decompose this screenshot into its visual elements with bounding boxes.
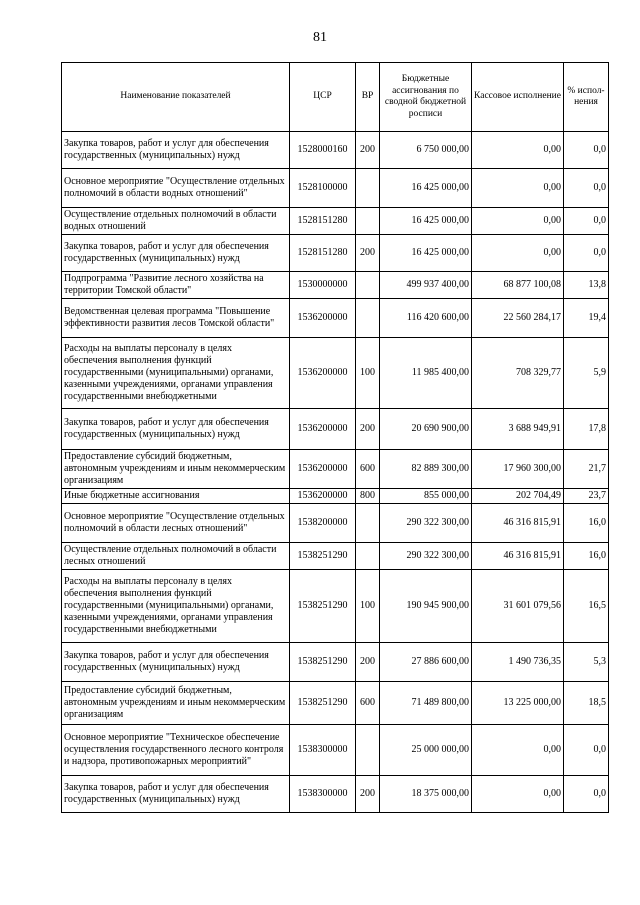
cell-budget: 290 322 300,00: [380, 543, 472, 570]
cell-name: Ведомственная целевая программа "Повышение эффективности развития лесов Томской области": [62, 299, 290, 338]
cell-pct: 16,0: [564, 543, 609, 570]
cell-vr: [356, 208, 380, 235]
cell-cash: 1 490 736,35: [472, 643, 564, 682]
cell-name: Основное мероприятие "Техническое обеспечение осуществления государственного лесного контроля и надзора, противопожарных мероприятий": [62, 725, 290, 776]
table-row: [62, 543, 609, 570]
cell-cash: 22 560 284,17: [472, 299, 564, 338]
header-csr: ЦСР: [290, 63, 356, 132]
cell-csr: 1538300000: [290, 725, 356, 776]
cell-csr: 1536200000: [290, 299, 356, 338]
cell-csr: 1528000160: [290, 132, 356, 169]
table-row: [62, 208, 609, 235]
cell-name: Закупка товаров, работ и услуг для обеспечения государственных (муниципальных) нужд: [62, 776, 290, 813]
cell-cash: 46 316 815,91: [472, 504, 564, 543]
cell-name: Основное мероприятие "Осуществление отдельных полномочий в области лесных отношений": [62, 504, 290, 543]
table-row: [62, 450, 609, 489]
table-row: [62, 725, 609, 776]
cell-csr: 1536200000: [290, 409, 356, 450]
cell-cash: 46 316 815,91: [472, 543, 564, 570]
page-number: 81: [313, 30, 327, 45]
table-row: [62, 132, 609, 169]
cell-budget: 855 000,00: [380, 489, 472, 504]
cell-budget: 71 489 800,00: [380, 682, 472, 725]
cell-csr: 1530000000: [290, 272, 356, 299]
cell-pct: 0,0: [564, 208, 609, 235]
cell-cash: 68 877 100,08: [472, 272, 564, 299]
cell-name: Закупка товаров, работ и услуг для обеспечения государственных (муниципальных) нужд: [62, 132, 290, 169]
cell-csr: 1528151280: [290, 235, 356, 272]
table-row: [62, 299, 609, 338]
cell-name: Осуществление отдельных полномочий в области лесных отношений: [62, 543, 290, 570]
cell-cash: 0,00: [472, 235, 564, 272]
cell-budget: 20 690 900,00: [380, 409, 472, 450]
cell-csr: 1528151280: [290, 208, 356, 235]
cell-vr: 600: [356, 450, 380, 489]
cell-vr: [356, 169, 380, 208]
cell-pct: 5,9: [564, 338, 609, 409]
table-row: [62, 272, 609, 299]
cell-vr: 600: [356, 682, 380, 725]
cell-csr: 1528100000: [290, 169, 356, 208]
cell-name: Закупка товаров, работ и услуг для обеспечения государственных (муниципальных) нужд: [62, 643, 290, 682]
cell-vr: 200: [356, 235, 380, 272]
header-budget: Бюджетные ассигнования по сводной бюджетной росписи: [380, 63, 472, 132]
cell-vr: [356, 299, 380, 338]
cell-name: Предоставление субсидий бюджетным, автономным учреждениям и иным некоммерческим организациям: [62, 450, 290, 489]
cell-vr: 200: [356, 409, 380, 450]
cell-vr: 200: [356, 776, 380, 813]
cell-csr: 1538200000: [290, 504, 356, 543]
table-row: [62, 409, 609, 450]
cell-budget: 11 985 400,00: [380, 338, 472, 409]
cell-name: Закупка товаров, работ и услуг для обеспечения государственных (муниципальных) нужд: [62, 235, 290, 272]
cell-vr: [356, 272, 380, 299]
cell-cash: 17 960 300,00: [472, 450, 564, 489]
cell-budget: 116 420 600,00: [380, 299, 472, 338]
cell-name: Иные бюджетные ассигнования: [62, 489, 290, 504]
cell-vr: [356, 543, 380, 570]
cell-csr: 1538251290: [290, 682, 356, 725]
budget-execution-table: [61, 62, 609, 813]
cell-name: Основное мероприятие "Осуществление отдельных полномочий в области водных отношений": [62, 169, 290, 208]
cell-budget: 499 937 400,00: [380, 272, 472, 299]
cell-pct: 0,0: [564, 725, 609, 776]
cell-pct: 5,3: [564, 643, 609, 682]
header-cash: Кассовое исполнение: [472, 63, 564, 132]
cell-name: Подпрограмма "Развитие лесного хозяйства на территории Томской области": [62, 272, 290, 299]
cell-name: Осуществление отдельных полномочий в области водных отношений: [62, 208, 290, 235]
header-vr: ВР: [356, 63, 380, 132]
cell-pct: 21,7: [564, 450, 609, 489]
cell-budget: 290 322 300,00: [380, 504, 472, 543]
cell-cash: 31 601 079,56: [472, 570, 564, 643]
cell-cash: 0,00: [472, 776, 564, 813]
cell-name: Расходы на выплаты персоналу в целях обеспечения выполнения функций государственными (муниципальными) органами, казенными учреждениями, органами управления государственными внебюджетными: [62, 570, 290, 643]
cell-csr: 1538251290: [290, 570, 356, 643]
cell-budget: 18 375 000,00: [380, 776, 472, 813]
header-pct: % испол-нения: [564, 63, 609, 132]
cell-cash: 0,00: [472, 169, 564, 208]
cell-csr: 1536200000: [290, 489, 356, 504]
cell-pct: 16,0: [564, 504, 609, 543]
table-header-row: [62, 63, 609, 132]
cell-pct: 18,5: [564, 682, 609, 725]
cell-budget: 190 945 900,00: [380, 570, 472, 643]
cell-budget: 82 889 300,00: [380, 450, 472, 489]
cell-pct: 13,8: [564, 272, 609, 299]
cell-budget: 27 886 600,00: [380, 643, 472, 682]
cell-pct: 23,7: [564, 489, 609, 504]
cell-vr: [356, 725, 380, 776]
header-name: Наименование показателей: [62, 63, 290, 132]
cell-pct: 19,4: [564, 299, 609, 338]
cell-cash: 708 329,77: [472, 338, 564, 409]
table-row: [62, 235, 609, 272]
table-row: [62, 169, 609, 208]
cell-cash: 0,00: [472, 132, 564, 169]
cell-budget: 25 000 000,00: [380, 725, 472, 776]
table-row: [62, 570, 609, 643]
cell-csr: 1538251290: [290, 543, 356, 570]
cell-pct: 17,8: [564, 409, 609, 450]
cell-cash: 0,00: [472, 208, 564, 235]
cell-csr: 1536200000: [290, 338, 356, 409]
cell-name: Предоставление субсидий бюджетным, автономным учреждениям и иным некоммерческим организациям: [62, 682, 290, 725]
table-row: [62, 682, 609, 725]
cell-cash: 0,00: [472, 725, 564, 776]
cell-budget: 16 425 000,00: [380, 235, 472, 272]
cell-pct: 0,0: [564, 776, 609, 813]
cell-vr: 200: [356, 132, 380, 169]
cell-pct: 0,0: [564, 235, 609, 272]
cell-budget: 16 425 000,00: [380, 169, 472, 208]
cell-vr: 100: [356, 338, 380, 409]
cell-csr: 1536200000: [290, 450, 356, 489]
cell-vr: 100: [356, 570, 380, 643]
cell-pct: 0,0: [564, 169, 609, 208]
table-row: [62, 504, 609, 543]
cell-vr: 800: [356, 489, 380, 504]
cell-name: Закупка товаров, работ и услуг для обеспечения государственных (муниципальных) нужд: [62, 409, 290, 450]
cell-vr: [356, 504, 380, 543]
cell-budget: 6 750 000,00: [380, 132, 472, 169]
cell-budget: 16 425 000,00: [380, 208, 472, 235]
cell-cash: 3 688 949,91: [472, 409, 564, 450]
cell-pct: 16,5: [564, 570, 609, 643]
table-row: [62, 643, 609, 682]
cell-name: Расходы на выплаты персоналу в целях обеспечения выполнения функций государственными (муниципальными) органами, казенными учреждениями, органами управления государственными внебюджетными: [62, 338, 290, 409]
table-row: [62, 338, 609, 409]
table-row: [62, 776, 609, 813]
cell-cash: 13 225 000,00: [472, 682, 564, 725]
cell-csr: 1538300000: [290, 776, 356, 813]
cell-csr: 1538251290: [290, 643, 356, 682]
cell-pct: 0,0: [564, 132, 609, 169]
cell-cash: 202 704,49: [472, 489, 564, 504]
cell-vr: 200: [356, 643, 380, 682]
table-row: [62, 489, 609, 504]
